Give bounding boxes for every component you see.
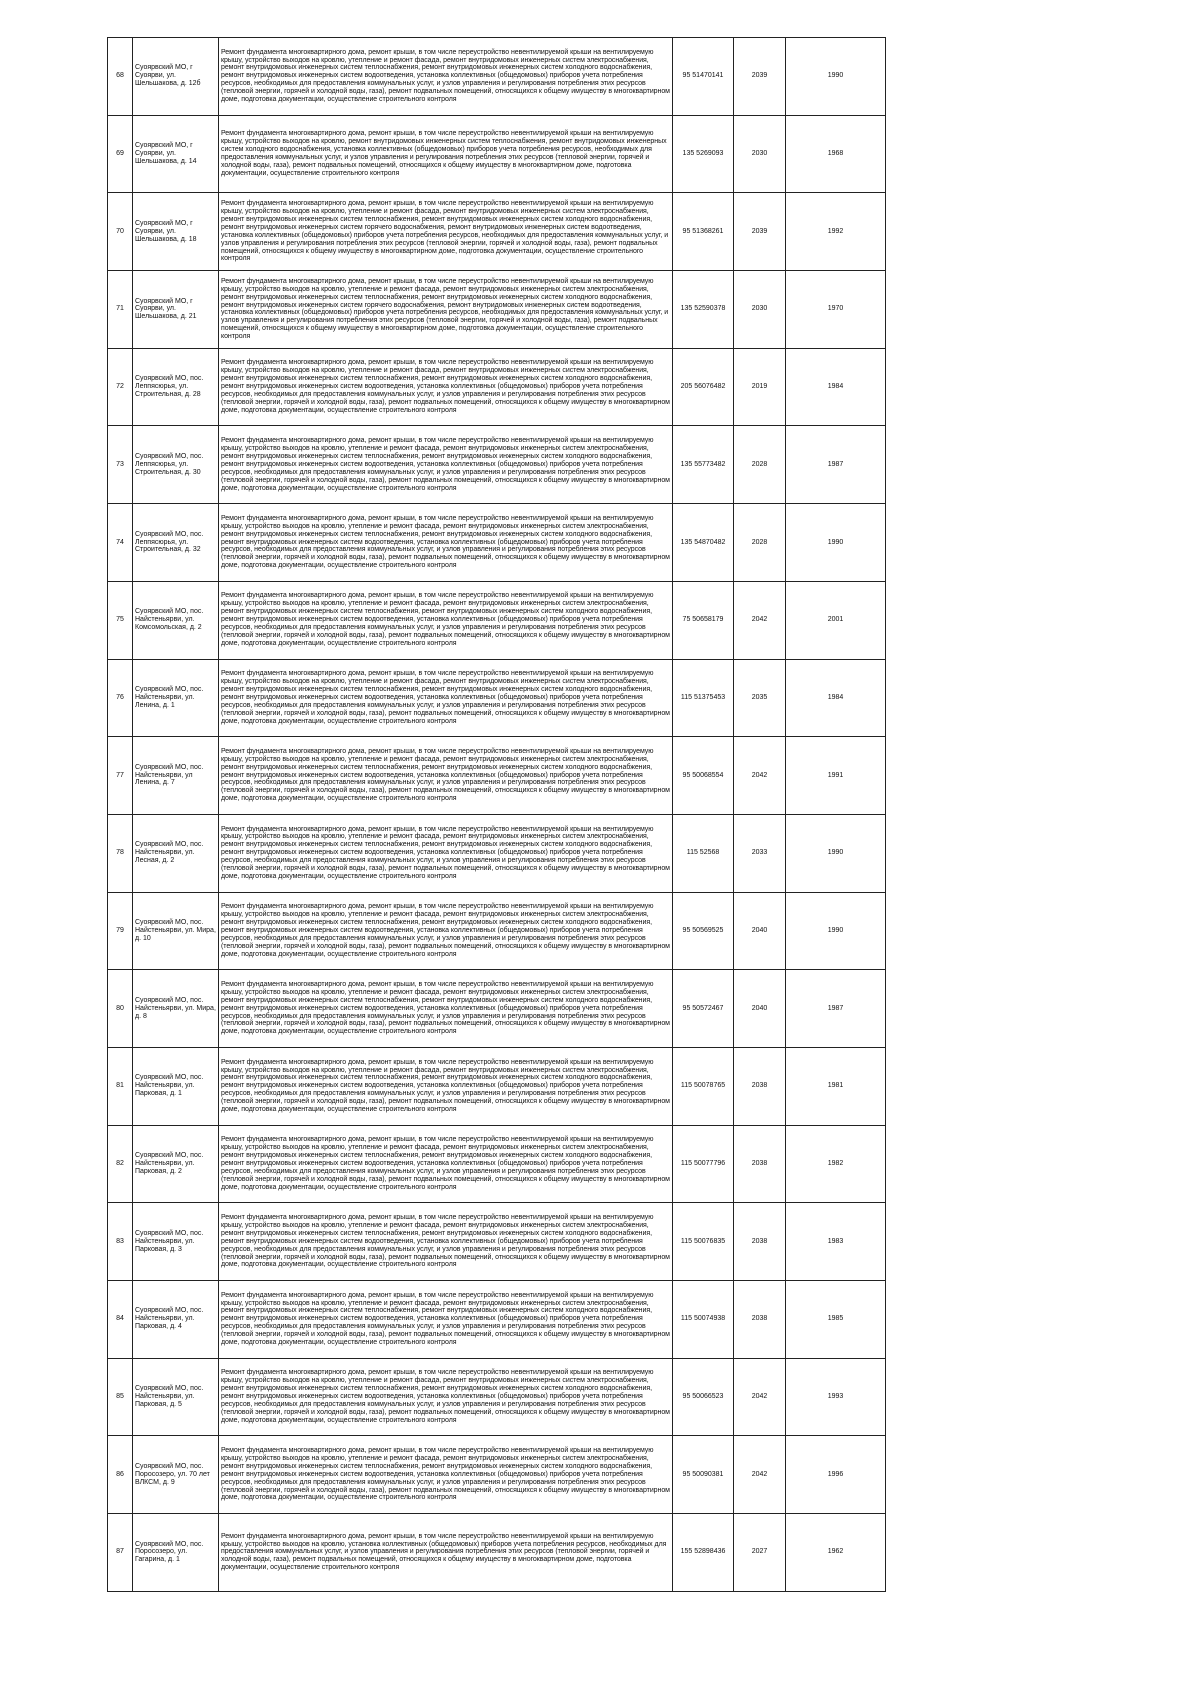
built-year-cell: 1984 xyxy=(786,659,886,737)
works-cell: Ремонт фундамента многоквартирного дома, ремонт крыши, в том числе переустройство невентилируемой крыши на вентилируемую крышу, устройство выходов на кровлю, утепление и ремонт фасада, ремонт внутридомовых инженерных систем электроснабжения, ремонт внутридомовых инженерных систем теплоснабжения, ремонт внутридомовых инженерных систем холодного водоснабжения, ремонт внутридомовых инженерных систем водоотведения, установка коллективных (общедомовых) приборов учета потребления ресурсов, необходимых для предоставления коммунальных услуг, и узлов управления и регулирования потребления этих ресурсов (тепловой энергии, горячей и холодной воды, газа), ремонт подвальных помещений, относящихся к общему имуществу в многоквартирном доме, подготовка документации, осуществление строительного контроля xyxy=(219,1358,673,1436)
table-row xyxy=(108,814,886,892)
cost-cell: 135 55773482 xyxy=(673,426,734,504)
address-cell: Суоярвский МО, пос. Найстеньярви, ул Ленина, д. 7 xyxy=(133,737,219,815)
works-cell: Ремонт фундамента многоквартирного дома, ремонт крыши, в том числе переустройство невентилируемой крыши на вентилируемую крышу, устройство выходов на кровлю, утепление и ремонт фасада, ремонт внутридомовых инженерных систем электроснабжения, ремонт внутридомовых инженерных систем теплоснабжения, ремонт внутридомовых инженерных систем холодного водоснабжения, ремонт внутридомовых инженерных систем водоотведения, установка коллективных (общедомовых) приборов учета потребления ресурсов, необходимых для предоставления коммунальных услуг, и узлов управления и регулирования потребления этих ресурсов (тепловой энергии, горячей и холодной воды, газа), ремонт подвальных помещений, относящихся к общему имуществу в многоквартирном доме, подготовка документации, осуществление строительного контроля xyxy=(219,1125,673,1203)
planned-year-cell: 2035 xyxy=(734,659,786,737)
cost-cell: 115 51375453 xyxy=(673,659,734,737)
table-row xyxy=(108,193,886,271)
table-row xyxy=(108,1436,886,1514)
row-number: 75 xyxy=(108,581,133,659)
row-number: 68 xyxy=(108,38,133,116)
address-cell: Суоярвский МО, пос. Найстеньярви, ул. Парковая, д. 5 xyxy=(133,1358,219,1436)
built-year-cell: 1990 xyxy=(786,504,886,582)
works-cell: Ремонт фундамента многоквартирного дома, ремонт крыши, в том числе переустройство невентилируемой крыши на вентилируемую крышу, устройство выходов на кровлю, утепление и ремонт фасада, ремонт внутридомовых инженерных систем электроснабжения, ремонт внутридомовых инженерных систем теплоснабжения, ремонт внутридомовых инженерных систем холодного водоснабжения, ремонт внутридомовых инженерных систем водоотведения, установка коллективных (общедомовых) приборов учета потребления ресурсов, необходимых для предоставления коммунальных услуг, и узлов управления и регулирования потребления этих ресурсов (тепловой энергии, горячей и холодной воды, газа), ремонт подвальных помещений, относящихся к общему имуществу в многоквартирном доме, подготовка документации, осуществление строительного контроля xyxy=(219,1047,673,1125)
planned-year-cell: 2028 xyxy=(734,426,786,504)
built-year-cell: 1991 xyxy=(786,737,886,815)
address-cell: Суоярвский МО, пос. Найстеньярви, ул. Парковая, д. 2 xyxy=(133,1125,219,1203)
cost-cell: 155 52898436 xyxy=(673,1514,734,1592)
row-number: 69 xyxy=(108,115,133,193)
address-cell: Суоярвский МО, пос. Поросозеро, ул. Гагарина, д. 1 xyxy=(133,1514,219,1592)
built-year-cell: 1981 xyxy=(786,1047,886,1125)
cost-cell: 95 50090381 xyxy=(673,1436,734,1514)
table-row xyxy=(108,581,886,659)
built-year-cell: 1984 xyxy=(786,348,886,426)
row-number: 79 xyxy=(108,892,133,970)
row-number: 83 xyxy=(108,1203,133,1281)
cost-cell: 95 51470141 xyxy=(673,38,734,116)
row-number: 81 xyxy=(108,1047,133,1125)
built-year-cell: 2001 xyxy=(786,581,886,659)
row-number: 86 xyxy=(108,1436,133,1514)
table-row xyxy=(108,348,886,426)
address-cell: Суоярвский МО, пос. Поросозеро, ул. 70 лет ВЛКСМ, д. 9 xyxy=(133,1436,219,1514)
address-cell: Суоярвский МО, пос. Леппясюрья, ул. Строительная, д. 30 xyxy=(133,426,219,504)
address-cell: Суоярвский МО, пос. Найстеньярви, ул. Ленина, д. 1 xyxy=(133,659,219,737)
address-cell: Суоярвский МО, пос. Найстеньярви, ул. Парковая, д. 4 xyxy=(133,1281,219,1359)
address-cell: Суоярвский МО, пос. Найстеньярви, ул. Мира, д. 10 xyxy=(133,892,219,970)
planned-year-cell: 2030 xyxy=(734,115,786,193)
cost-cell: 75 50658179 xyxy=(673,581,734,659)
works-cell: Ремонт фундамента многоквартирного дома, ремонт крыши, в том числе переустройство невентилируемой крыши на вентилируемую крышу, устройство выходов на кровлю, утепление и ремонт фасада, ремонт внутридомовых инженерных систем электроснабжения, ремонт внутридомовых инженерных систем теплоснабжения, ремонт внутридомовых инженерных систем холодного водоснабжения, ремонт внутридомовых инженерных систем водоотведения, установка коллективных (общедомовых) приборов учета потребления ресурсов, необходимых для предоставления коммунальных услуг, и узлов управления и регулирования потребления этих ресурсов (тепловой энергии, горячей и холодной воды, газа), ремонт подвальных помещений, относящихся к общему имуществу в многоквартирном доме, подготовка документации, осуществление строительного контроля xyxy=(219,38,673,116)
planned-year-cell: 2038 xyxy=(734,1203,786,1281)
address-cell: Суоярвский МО, пос. Найстеньярви, ул. Парковая, д. 3 xyxy=(133,1203,219,1281)
built-year-cell: 1970 xyxy=(786,271,886,349)
address-cell: Суоярвский МО, пос. Найстеньярви, ул. Комсомольская, д. 2 xyxy=(133,581,219,659)
address-cell: Суоярвский МО, пос. Найстеньярви, ул. Мира, д. 8 xyxy=(133,970,219,1048)
planned-year-cell: 2040 xyxy=(734,970,786,1048)
cost-cell: 95 50068554 xyxy=(673,737,734,815)
address-cell: Суоярвский МО, пос. Найстеньярви, ул. Лесная, д. 2 xyxy=(133,814,219,892)
works-cell: Ремонт фундамента многоквартирного дома, ремонт крыши, в том числе переустройство невентилируемой крыши на вентилируемую крышу, устройство выходов на кровлю, утепление и ремонт фасада, ремонт внутридомовых инженерных систем электроснабжения, ремонт внутридомовых инженерных систем теплоснабжения, ремонт внутридомовых инженерных систем холодного водоснабжения, ремонт внутридомовых инженерных систем водоотведения, установка коллективных (общедомовых) приборов учета потребления ресурсов, необходимых для предоставления коммунальных услуг, и узлов управления и регулирования потребления этих ресурсов (тепловой энергии, горячей и холодной воды, газа), ремонт подвальных помещений, относящихся к общему имуществу в многоквартирном доме, подготовка документации, осуществление строительного контроля xyxy=(219,348,673,426)
table-row xyxy=(108,1281,886,1359)
cost-cell: 115 50076835 xyxy=(673,1203,734,1281)
built-year-cell: 1968 xyxy=(786,115,886,193)
planned-year-cell: 2042 xyxy=(734,1436,786,1514)
table-row xyxy=(108,1514,886,1592)
address-cell: Суоярвский МО, г Суоярви, ул. Шельшакова, д. 18 xyxy=(133,193,219,271)
row-number: 80 xyxy=(108,970,133,1048)
works-cell: Ремонт фундамента многоквартирного дома, ремонт крыши, в том числе переустройство невентилируемой крыши на вентилируемую крышу, устройство выходов на кровлю, утепление и ремонт фасада, ремонт внутридомовых инженерных систем электроснабжения, ремонт внутридомовых инженерных систем теплоснабжения, ремонт внутридомовых инженерных систем холодного водоснабжения, ремонт внутридомовых инженерных систем водоотведения, установка коллективных (общедомовых) приборов учета потребления ресурсов, необходимых для предоставления коммунальных услуг, и узлов управления и регулирования потребления этих ресурсов (тепловой энергии, горячей и холодной воды, газа), ремонт подвальных помещений, относящихся к общему имуществу в многоквартирном доме, подготовка документации, осуществление строительного контроля xyxy=(219,737,673,815)
row-number: 82 xyxy=(108,1125,133,1203)
works-cell: Ремонт фундамента многоквартирного дома, ремонт крыши, в том числе переустройство невентилируемой крыши на вентилируемую крышу, устройство выходов на кровлю, утепление и ремонт фасада, ремонт внутридомовых инженерных систем электроснабжения, ремонт внутридомовых инженерных систем теплоснабжения, ремонт внутридомовых инженерных систем холодного водоснабжения, ремонт внутридомовых инженерных систем водоотведения, установка коллективных (общедомовых) приборов учета потребления ресурсов, необходимых для предоставления коммунальных услуг, и узлов управления и регулирования потребления этих ресурсов (тепловой энергии, горячей и холодной воды, газа), ремонт подвальных помещений, относящихся к общему имуществу в многоквартирном доме, подготовка документации, осуществление строительного контроля xyxy=(219,1203,673,1281)
cost-cell: 115 50078765 xyxy=(673,1047,734,1125)
built-year-cell: 1985 xyxy=(786,1281,886,1359)
works-cell: Ремонт фундамента многоквартирного дома, ремонт крыши, в том числе переустройство невентилируемой крыши на вентилируемую крышу, устройство выходов на кровлю, ремонт внутридомовых инженерных систем теплоснабжения, ремонт внутридомовых инженерных систем холодного водоснабжения, установка коллективных (общедомовых) приборов учета потребления ресурсов, необходимых для предоставления коммунальных услуг, и узлов управления и регулирования потребления этих ресурсов (тепловой энергии, горячей и холодной воды, газа), ремонт подвальных помещений, относящихся к общему имуществу в многоквартирном доме, подготовка документации, осуществление строительного контроля xyxy=(219,115,673,193)
planned-year-cell: 2028 xyxy=(734,504,786,582)
built-year-cell: 1983 xyxy=(786,1203,886,1281)
built-year-cell: 1987 xyxy=(786,426,886,504)
table-row xyxy=(108,737,886,815)
works-cell: Ремонт фундамента многоквартирного дома, ремонт крыши, в том числе переустройство невентилируемой крыши на вентилируемую крышу, устройство выходов на кровлю, утепление и ремонт фасада, ремонт внутридомовых инженерных систем электроснабжения, ремонт внутридомовых инженерных систем теплоснабжения, ремонт внутридомовых инженерных систем холодного водоснабжения, ремонт внутридомовых инженерных систем водоотведения, установка коллективных (общедомовых) приборов учета потребления ресурсов, необходимых для предоставления коммунальных услуг, и узлов управления и регулирования потребления этих ресурсов (тепловой энергии, горячей и холодной воды, газа), ремонт подвальных помещений, относящихся к общему имуществу в многоквартирном доме, подготовка документации, осуществление строительного контроля xyxy=(219,1281,673,1359)
row-number: 70 xyxy=(108,193,133,271)
works-cell: Ремонт фундамента многоквартирного дома, ремонт крыши, в том числе переустройство невентилируемой крыши на вентилируемую крышу, устройство выходов на кровлю, утепление и ремонт фасада, ремонт внутридомовых инженерных систем электроснабжения, ремонт внутридомовых инженерных систем теплоснабжения, ремонт внутридомовых инженерных систем холодного водоснабжения, ремонт внутридомовых инженерных систем водоотведения, установка коллективных (общедомовых) приборов учета потребления ресурсов, необходимых для предоставления коммунальных услуг, и узлов управления и регулирования потребления этих ресурсов (тепловой энергии, горячей и холодной воды, газа), ремонт подвальных помещений, относящихся к общему имуществу в многоквартирном доме, подготовка документации, осуществление строительного контроля xyxy=(219,426,673,504)
row-number: 78 xyxy=(108,814,133,892)
built-year-cell: 1982 xyxy=(786,1125,886,1203)
built-year-cell: 1962 xyxy=(786,1514,886,1592)
table-row xyxy=(108,1203,886,1281)
row-number: 87 xyxy=(108,1514,133,1592)
cost-cell: 95 50569525 xyxy=(673,892,734,970)
address-cell: Суоярвский МО, г Суоярви, ул. Шельшакова, д. 21 xyxy=(133,271,219,349)
table-body xyxy=(108,38,886,1592)
planned-year-cell: 2039 xyxy=(734,38,786,116)
cost-cell: 135 54870482 xyxy=(673,504,734,582)
built-year-cell: 1993 xyxy=(786,1358,886,1436)
table-row xyxy=(108,659,886,737)
address-cell: Суоярвский МО, г Суоярви, ул. Шельшакова, д. 14 xyxy=(133,115,219,193)
works-cell: Ремонт фундамента многоквартирного дома, ремонт крыши, в том числе переустройство невентилируемой крыши на вентилируемую крышу, устройство выходов на кровлю, утепление и ремонт фасада, ремонт внутридомовых инженерных систем электроснабжения, ремонт внутридомовых инженерных систем теплоснабжения, ремонт внутридомовых инженерных систем холодного водоснабжения, ремонт внутридомовых инженерных систем водоотведения, установка коллективных (общедомовых) приборов учета потребления ресурсов, необходимых для предоставления коммунальных услуг, и узлов управления и регулирования потребления этих ресурсов (тепловой энергии, горячей и холодной воды, газа), ремонт подвальных помещений, относящихся к общему имуществу в многоквартирном доме, подготовка документации, осуществление строительного контроля xyxy=(219,659,673,737)
address-cell: Суоярвский МО, пос. Леппясюрья, ул. Строительная, д. 32 xyxy=(133,504,219,582)
table-row xyxy=(108,38,886,116)
table-row xyxy=(108,1047,886,1125)
table-row xyxy=(108,426,886,504)
planned-year-cell: 2042 xyxy=(734,581,786,659)
cost-cell: 135 5269093 xyxy=(673,115,734,193)
works-cell: Ремонт фундамента многоквартирного дома, ремонт крыши, в том числе переустройство невентилируемой крыши на вентилируемую крышу, устройство выходов на кровлю, утепление и ремонт фасада, ремонт внутридомовых инженерных систем электроснабжения, ремонт внутридомовых инженерных систем теплоснабжения, ремонт внутридомовых инженерных систем холодного водоснабжения, ремонт внутридомовых инженерных систем горячего водоснабжения, ремонт внутридомовых инженерных систем водоотведения, установка коллективных (общедомовых) приборов учета потребления ресурсов, необходимых для предоставления коммунальных услуг, и узлов управления и регулирования потребления этих ресурсов (тепловой энергии, горячей и холодной воды, газа), ремонт подвальных помещений, относящихся к общему имуществу в многоквартирном доме, подготовка документации, осуществление строительного контроля xyxy=(219,271,673,349)
cost-cell: 95 50572467 xyxy=(673,970,734,1048)
planned-year-cell: 2033 xyxy=(734,814,786,892)
works-cell: Ремонт фундамента многоквартирного дома, ремонт крыши, в том числе переустройство невентилируемой крыши на вентилируемую крышу, устройство выходов на кровлю, утепление и ремонт фасада, ремонт внутридомовых инженерных систем электроснабжения, ремонт внутридомовых инженерных систем теплоснабжения, ремонт внутридомовых инженерных систем холодного водоснабжения, ремонт внутридомовых инженерных систем водоотведения, установка коллективных (общедомовых) приборов учета потребления ресурсов, необходимых для предоставления коммунальных услуг, и узлов управления и регулирования потребления этих ресурсов (тепловой энергии, горячей и холодной воды, газа), ремонт подвальных помещений, относящихся к общему имуществу в многоквартирном доме, подготовка документации, осуществление строительного контроля xyxy=(219,892,673,970)
planned-year-cell: 2042 xyxy=(734,737,786,815)
cost-cell: 205 56076482 xyxy=(673,348,734,426)
row-number: 84 xyxy=(108,1281,133,1359)
planned-year-cell: 2027 xyxy=(734,1514,786,1592)
row-number: 85 xyxy=(108,1358,133,1436)
built-year-cell: 1990 xyxy=(786,814,886,892)
works-cell: Ремонт фундамента многоквартирного дома, ремонт крыши, в том числе переустройство невентилируемой крыши на вентилируемую крышу, устройство выходов на кровлю, утепление и ремонт фасада, ремонт внутридомовых инженерных систем электроснабжения, ремонт внутридомовых инженерных систем теплоснабжения, ремонт внутридомовых инженерных систем холодного водоснабжения, ремонт внутридомовых инженерных систем водоотведения, установка коллективных (общедомовых) приборов учета потребления ресурсов, необходимых для предоставления коммунальных услуг, и узлов управления и регулирования потребления этих ресурсов (тепловой энергии, горячей и холодной воды, газа), ремонт подвальных помещений, относящихся к общему имуществу в многоквартирном доме, подготовка документации, осуществление строительного контроля xyxy=(219,581,673,659)
planned-year-cell: 2038 xyxy=(734,1281,786,1359)
cost-cell: 135 52590378 xyxy=(673,271,734,349)
cost-cell: 115 50074938 xyxy=(673,1281,734,1359)
address-cell: Суоярвский МО, г Суоярви, ул. Шельшакова, д. 12б xyxy=(133,38,219,116)
table-row xyxy=(108,115,886,193)
planned-year-cell: 2040 xyxy=(734,892,786,970)
works-cell: Ремонт фундамента многоквартирного дома, ремонт крыши, в том числе переустройство невентилируемой крыши на вентилируемую крышу, устройство выходов на кровлю, утепление и ремонт фасада, ремонт внутридомовых инженерных систем электроснабжения, ремонт внутридомовых инженерных систем теплоснабжения, ремонт внутридомовых инженерных систем холодного водоснабжения, ремонт внутридомовых инженерных систем водоотведения, установка коллективных (общедомовых) приборов учета потребления ресурсов, необходимых для предоставления коммунальных услуг, и узлов управления и регулирования потребления этих ресурсов (тепловой энергии, горячей и холодной воды, газа), ремонт подвальных помещений, относящихся к общему имуществу в многоквартирном доме, подготовка документации, осуществление строительного контроля xyxy=(219,1436,673,1514)
address-cell: Суоярвский МО, пос. Найстеньярви, ул. Парковая, д. 1 xyxy=(133,1047,219,1125)
built-year-cell: 1992 xyxy=(786,193,886,271)
works-cell: Ремонт фундамента многоквартирного дома, ремонт крыши, в том числе переустройство невентилируемой крыши на вентилируемую крышу, устройство выходов на кровлю, установка коллективных (общедомовых) приборов учета потребления ресурсов, необходимых для предоставления коммунальных услуг, и узлов управления и регулирования потребления этих ресурсов (тепловой энергии, горячей и холодной воды, газа), ремонт подвальных помещений, относящихся к общему имуществу в многоквартирном доме, подготовка документации, осуществление строительного контроля xyxy=(219,1514,673,1592)
works-cell: Ремонт фундамента многоквартирного дома, ремонт крыши, в том числе переустройство невентилируемой крыши на вентилируемую крышу, устройство выходов на кровлю, утепление и ремонт фасада, ремонт внутридомовых инженерных систем электроснабжения, ремонт внутридомовых инженерных систем теплоснабжения, ремонт внутридомовых инженерных систем холодного водоснабжения, ремонт внутридомовых инженерных систем горячего водоснабжения, ремонт внутридомовых инженерных систем водоотведения, установка коллективных (общедомовых) приборов учета потребления ресурсов, необходимых для предоставления коммунальных услуг, и узлов управления и регулирования потребления этих ресурсов (тепловой энергии, горячей и холодной воды, газа), ремонт подвальных помещений, относящихся к общему имуществу в многоквартирном доме, подготовка документации, осуществление строительного контроля xyxy=(219,193,673,271)
cost-cell: 95 51368261 xyxy=(673,193,734,271)
cost-cell: 115 52568 xyxy=(673,814,734,892)
table-row xyxy=(108,1125,886,1203)
planned-year-cell: 2038 xyxy=(734,1047,786,1125)
table-row xyxy=(108,970,886,1048)
works-cell: Ремонт фундамента многоквартирного дома, ремонт крыши, в том числе переустройство невентилируемой крыши на вентилируемую крышу, устройство выходов на кровлю, утепление и ремонт фасада, ремонт внутридомовых инженерных систем электроснабжения, ремонт внутридомовых инженерных систем теплоснабжения, ремонт внутридомовых инженерных систем холодного водоснабжения, ремонт внутридомовых инженерных систем водоотведения, установка коллективных (общедомовых) приборов учета потребления ресурсов, необходимых для предоставления коммунальных услуг, и узлов управления и регулирования потребления этих ресурсов (тепловой энергии, горячей и холодной воды, газа), ремонт подвальных помещений, относящихся к общему имуществу в многоквартирном доме, подготовка документации, осуществление строительного контроля xyxy=(219,814,673,892)
built-year-cell: 1996 xyxy=(786,1436,886,1514)
row-number: 73 xyxy=(108,426,133,504)
table-row xyxy=(108,504,886,582)
table-row xyxy=(108,892,886,970)
cost-cell: 115 50077796 xyxy=(673,1125,734,1203)
built-year-cell: 1990 xyxy=(786,892,886,970)
built-year-cell: 1990 xyxy=(786,38,886,116)
row-number: 71 xyxy=(108,271,133,349)
row-number: 77 xyxy=(108,737,133,815)
planned-year-cell: 2042 xyxy=(734,1358,786,1436)
row-number: 72 xyxy=(108,348,133,426)
works-cell: Ремонт фундамента многоквартирного дома, ремонт крыши, в том числе переустройство невентилируемой крыши на вентилируемую крышу, устройство выходов на кровлю, утепление и ремонт фасада, ремонт внутридомовых инженерных систем электроснабжения, ремонт внутридомовых инженерных систем теплоснабжения, ремонт внутридомовых инженерных систем холодного водоснабжения, ремонт внутридомовых инженерных систем водоотведения, установка коллективных (общедомовых) приборов учета потребления ресурсов, необходимых для предоставления коммунальных услуг, и узлов управления и регулирования потребления этих ресурсов (тепловой энергии, горячей и холодной воды, газа), ремонт подвальных помещений, относящихся к общему имуществу в многоквартирном доме, подготовка документации, осуществление строительного контроля xyxy=(219,504,673,582)
table-row xyxy=(108,1358,886,1436)
row-number: 74 xyxy=(108,504,133,582)
planned-year-cell: 2038 xyxy=(734,1125,786,1203)
address-cell: Суоярвский МО, пос. Леппясюрья, ул. Строительная, д. 28 xyxy=(133,348,219,426)
planned-year-cell: 2019 xyxy=(734,348,786,426)
capital-repair-table xyxy=(107,37,886,1592)
works-cell: Ремонт фундамента многоквартирного дома, ремонт крыши, в том числе переустройство невентилируемой крыши на вентилируемую крышу, устройство выходов на кровлю, утепление и ремонт фасада, ремонт внутридомовых инженерных систем электроснабжения, ремонт внутридомовых инженерных систем теплоснабжения, ремонт внутридомовых инженерных систем холодного водоснабжения, ремонт внутридомовых инженерных систем водоотведения, установка коллективных (общедомовых) приборов учета потребления ресурсов, необходимых для предоставления коммунальных услуг, и узлов управления и регулирования потребления этих ресурсов (тепловой энергии, горячей и холодной воды, газа), ремонт подвальных помещений, относящихся к общему имуществу в многоквартирном доме, подготовка документации, осуществление строительного контроля xyxy=(219,970,673,1048)
planned-year-cell: 2030 xyxy=(734,271,786,349)
table-row xyxy=(108,271,886,349)
cost-cell: 95 50066523 xyxy=(673,1358,734,1436)
built-year-cell: 1987 xyxy=(786,970,886,1048)
row-number: 76 xyxy=(108,659,133,737)
planned-year-cell: 2039 xyxy=(734,193,786,271)
